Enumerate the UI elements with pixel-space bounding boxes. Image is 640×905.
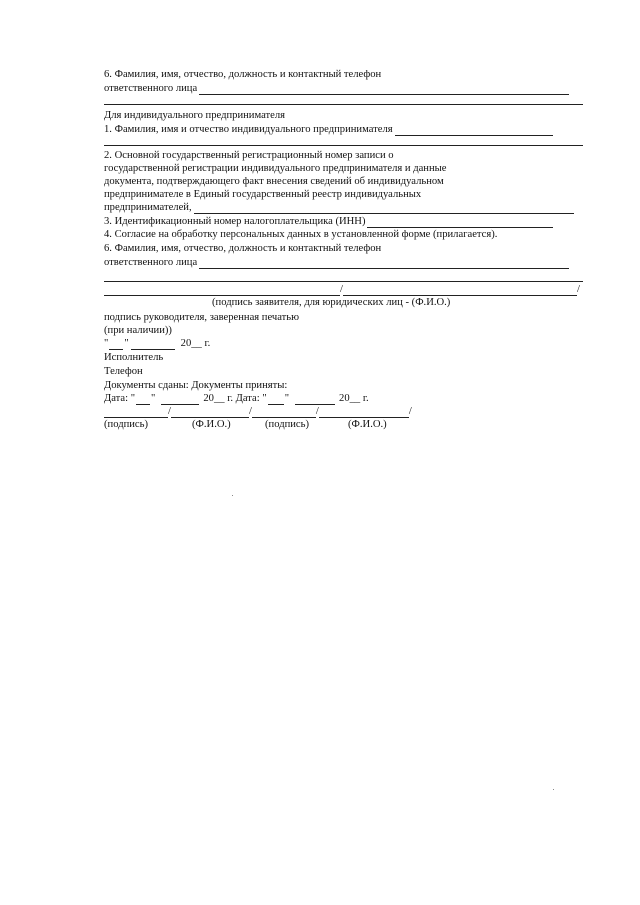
- ip-item1: 1. Фамилия, имя и отчество индивидуального предпринимателя: [104, 123, 553, 136]
- caption-accepted-signature: (подпись): [265, 419, 309, 430]
- date-month-field[interactable]: [131, 339, 175, 350]
- signature-date: " " 20__ г.: [104, 338, 211, 349]
- continuation-rule: [104, 104, 583, 105]
- submitted-month-field[interactable]: [161, 394, 199, 405]
- documents-line: Документы сданы: Документы приняты:: [104, 380, 288, 391]
- ip-responsible-person-field[interactable]: [199, 258, 569, 269]
- ip-item3: 3. Идентификационный номер налогоплательщика (ИНН): [104, 215, 553, 228]
- ip-item6-line2: ответственного лица: [104, 256, 569, 269]
- ip-item2-line1: 2. Основной государственный регистрационный номер записи о: [104, 150, 394, 161]
- phone-label: Телефон: [104, 366, 143, 377]
- responsible-person-field[interactable]: [199, 84, 569, 95]
- applicant-signature-field[interactable]: [104, 285, 340, 296]
- seal-note-line2: (при наличии)): [104, 325, 172, 336]
- caption-accepted-name: (Ф.И.О.): [348, 419, 387, 430]
- ip-heading: Для индивидуального предпринимателя: [104, 110, 285, 121]
- accepted-signature-field[interactable]: [252, 407, 316, 418]
- ip-item4: 4. Согласие на обработку персональных данных в установленной форме (прилагается).: [104, 229, 498, 240]
- scan-speck: [232, 495, 233, 496]
- caption-submitted-signature: (подпись): [104, 419, 148, 430]
- seal-note-line1: подпись руководителя, заверенная печатью: [104, 312, 300, 323]
- signature-row: / /: [104, 283, 580, 296]
- ip-fullname-continuation-rule: [104, 145, 583, 146]
- caption-submitted-name: (Ф.И.О.): [192, 419, 231, 430]
- signature-caption: (подпись заявителя, для юридических лиц - (Ф.И.О.): [212, 297, 451, 308]
- ip-responsible-continuation-rule: [104, 281, 583, 282]
- submitted-name-field[interactable]: [171, 407, 249, 418]
- accepted-name-field[interactable]: [319, 407, 409, 418]
- submitted-signature-field[interactable]: [104, 407, 168, 418]
- footer-date-line: Дата: " " 20__ г. Дата: " " 20__ г.: [104, 393, 369, 404]
- inn-field[interactable]: [367, 217, 553, 228]
- submitted-day-field[interactable]: [136, 394, 150, 405]
- ip-item2-line3: документа, подтверждающего факт внесения сведений об индивидуальном: [104, 176, 444, 187]
- date-day-field[interactable]: [109, 339, 123, 350]
- legal-item6-line2: ответственного лица: [104, 82, 569, 95]
- accepted-month-field[interactable]: [295, 394, 335, 405]
- scan-speck: [553, 789, 554, 790]
- applicant-name-field[interactable]: [343, 285, 577, 296]
- ip-fullname-field[interactable]: [395, 125, 553, 136]
- legal-item6-line1: 6. Фамилия, имя, отчество, должность и контактный телефон: [104, 69, 382, 80]
- ip-item2-line2: государственной регистрации индивидуального предпринимателя и данные: [104, 163, 447, 174]
- ogrnip-field[interactable]: [194, 203, 574, 214]
- ip-item2-line4: предпринимателе в Единый государственный реестр индивидуальных: [104, 189, 422, 200]
- ip-item6-line1: 6. Фамилия, имя, отчество, должность и контактный телефон: [104, 243, 382, 254]
- ip-item2-line5: предпринимателей,: [104, 201, 574, 214]
- accepted-day-field[interactable]: [268, 394, 284, 405]
- executor-label: Исполнитель: [104, 352, 164, 363]
- footer-signature-row: / / / /: [104, 405, 412, 418]
